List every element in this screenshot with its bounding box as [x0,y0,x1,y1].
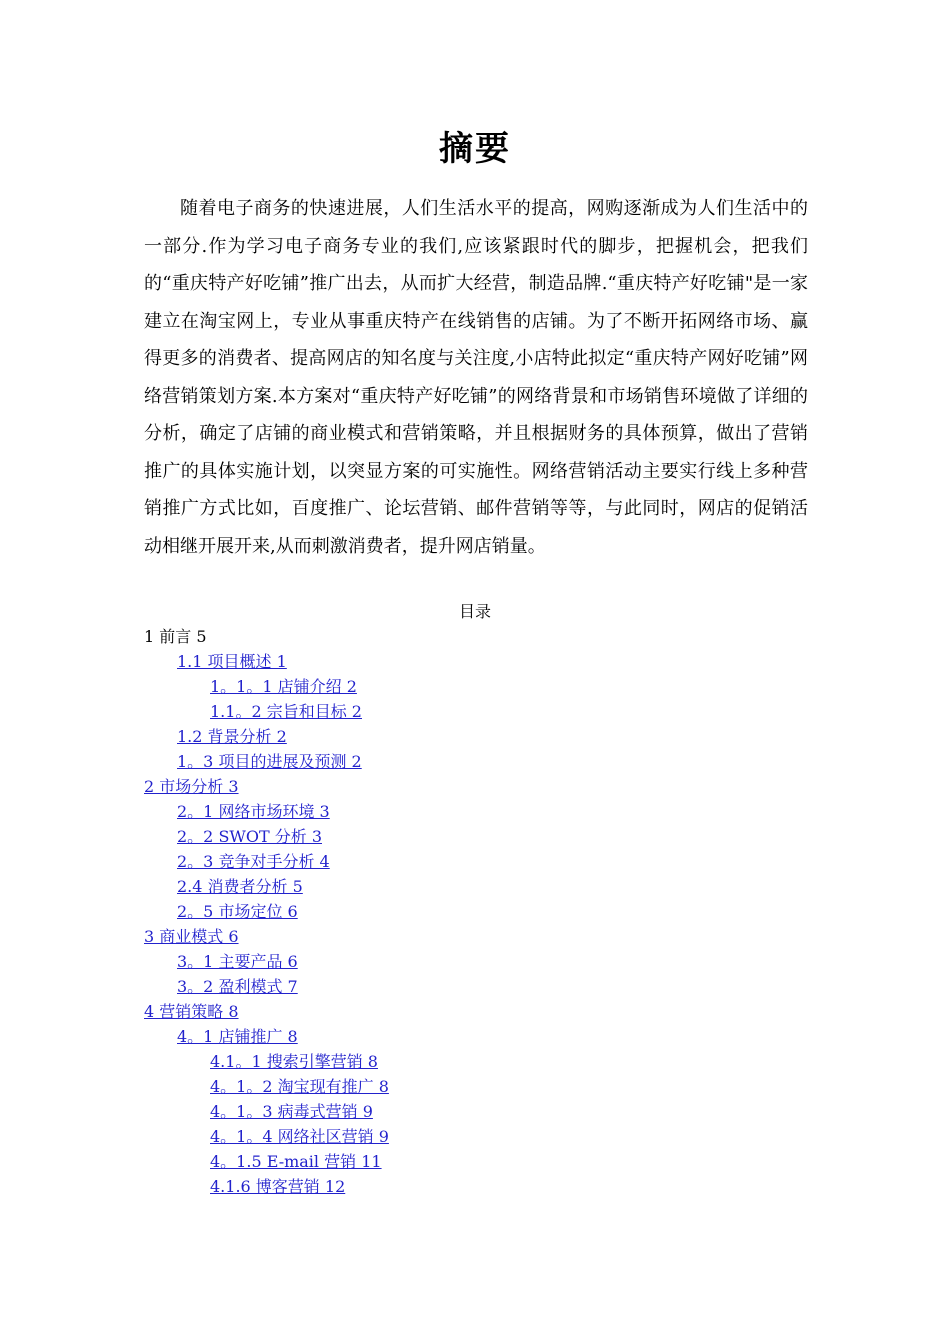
table-of-contents [144,624,804,1199]
toc-entry[interactable] [144,774,804,799]
page-title: 摘要 [439,129,511,169]
toc-link[interactable]: 4。1。3 病毒式营销 9 [210,1102,373,1121]
toc-link[interactable]: 4 营销策略 8 [144,1002,239,1021]
toc-entry[interactable] [144,799,804,824]
toc-link[interactable]: 3。1 主要产品 6 [177,952,298,971]
toc-entry[interactable] [144,824,804,849]
toc-entry[interactable] [144,849,804,874]
toc-entry[interactable] [144,1074,804,1099]
toc-entry[interactable] [144,899,804,924]
toc-entry[interactable] [144,1099,804,1124]
toc-link[interactable]: 4。1.5 E-mail 营销 11 [210,1152,382,1171]
toc-entry[interactable] [144,924,804,949]
abstract-paragraph: 随着电子商务的快速进展，人们生活水平的提高，网购逐渐成为人们生活中的一部分.作为学习电子商务专业的我们,应该紧跟时代的脚步，把握机会，把我们的“重庆特产好吃铺”推广出去，从而扩大经营，制造品牌.“重庆特产好吃铺"是一家建立在淘宝网上，专业从事重庆特产在线销售的店铺。为了不断开拓网络市场、赢得更多的消费者、提高网店的知名度与关注度,小店特此拟定“重庆特产网好吃铺”网络营销策划方案.本方案对“重庆特产好吃铺”的网络背景和市场销售环境做了详细的分析，确定了店铺的商业模式和营销策略，并且根据财务的具体预算，做出了营销推广的具体实施计划，以突显方案的可实施性。网络营销活动主要实行线上多种营销推广方式比如，百度推广、论坛营销、邮件营销等等，与此同时，网店的促销活动相继开展开来,从而刺激消费者，提升网店销量。 [144,198,808,557]
toc-entry[interactable] [144,1049,804,1074]
toc-link[interactable]: 1.2 背景分析 2 [177,727,287,746]
toc-link[interactable]: 4。1 店铺推广 8 [177,1027,298,1046]
toc-entry[interactable] [144,1024,804,1049]
toc-entry[interactable] [144,749,804,774]
toc-link[interactable]: 1。3 项目的进展及预测 2 [177,752,362,771]
toc-link[interactable]: 2。1 网络市场环境 3 [177,802,330,821]
toc-entry[interactable] [144,649,804,674]
toc-entry[interactable] [144,699,804,724]
toc-link[interactable]: 3。2 盈利模式 7 [177,977,298,996]
toc-link[interactable]: 2。2 SWOT 分析 3 [177,827,322,846]
toc-entry[interactable] [144,1149,804,1174]
toc-entry[interactable] [144,874,804,899]
toc-link[interactable]: 4。1。2 淘宝现有推广 8 [210,1077,389,1096]
toc-entry[interactable] [144,724,804,749]
toc-entry[interactable] [144,1174,804,1199]
toc-entry [144,624,804,649]
toc-heading: 目录 [458,602,491,621]
toc-link[interactable]: 1.1 项目概述 1 [177,652,287,671]
toc-entry[interactable] [144,949,804,974]
toc-link[interactable]: 1。1。1 店铺介绍 2 [210,677,357,696]
toc-entry[interactable] [144,999,804,1024]
toc-entry[interactable] [144,974,804,999]
toc-link[interactable]: 1.1。2 宗旨和目标 2 [210,702,362,721]
toc-link[interactable]: 3 商业模式 6 [144,927,239,946]
toc-link[interactable]: 4.1.6 博客营销 12 [210,1177,346,1196]
toc-link[interactable]: 4.1。1 搜索引擎营销 8 [210,1052,378,1071]
toc-link[interactable]: 2.4 消费者分析 5 [177,877,303,896]
toc-link[interactable]: 2 市场分析 3 [144,777,239,796]
toc-text: 1 前言 5 [144,627,207,646]
toc-link[interactable]: 4。1。4 网络社区营销 9 [210,1127,389,1146]
toc-entry[interactable] [144,674,804,699]
toc-link[interactable]: 2。3 竞争对手分析 4 [177,852,330,871]
toc-entry[interactable] [144,1124,804,1149]
toc-link[interactable]: 2。5 市场定位 6 [177,902,298,921]
